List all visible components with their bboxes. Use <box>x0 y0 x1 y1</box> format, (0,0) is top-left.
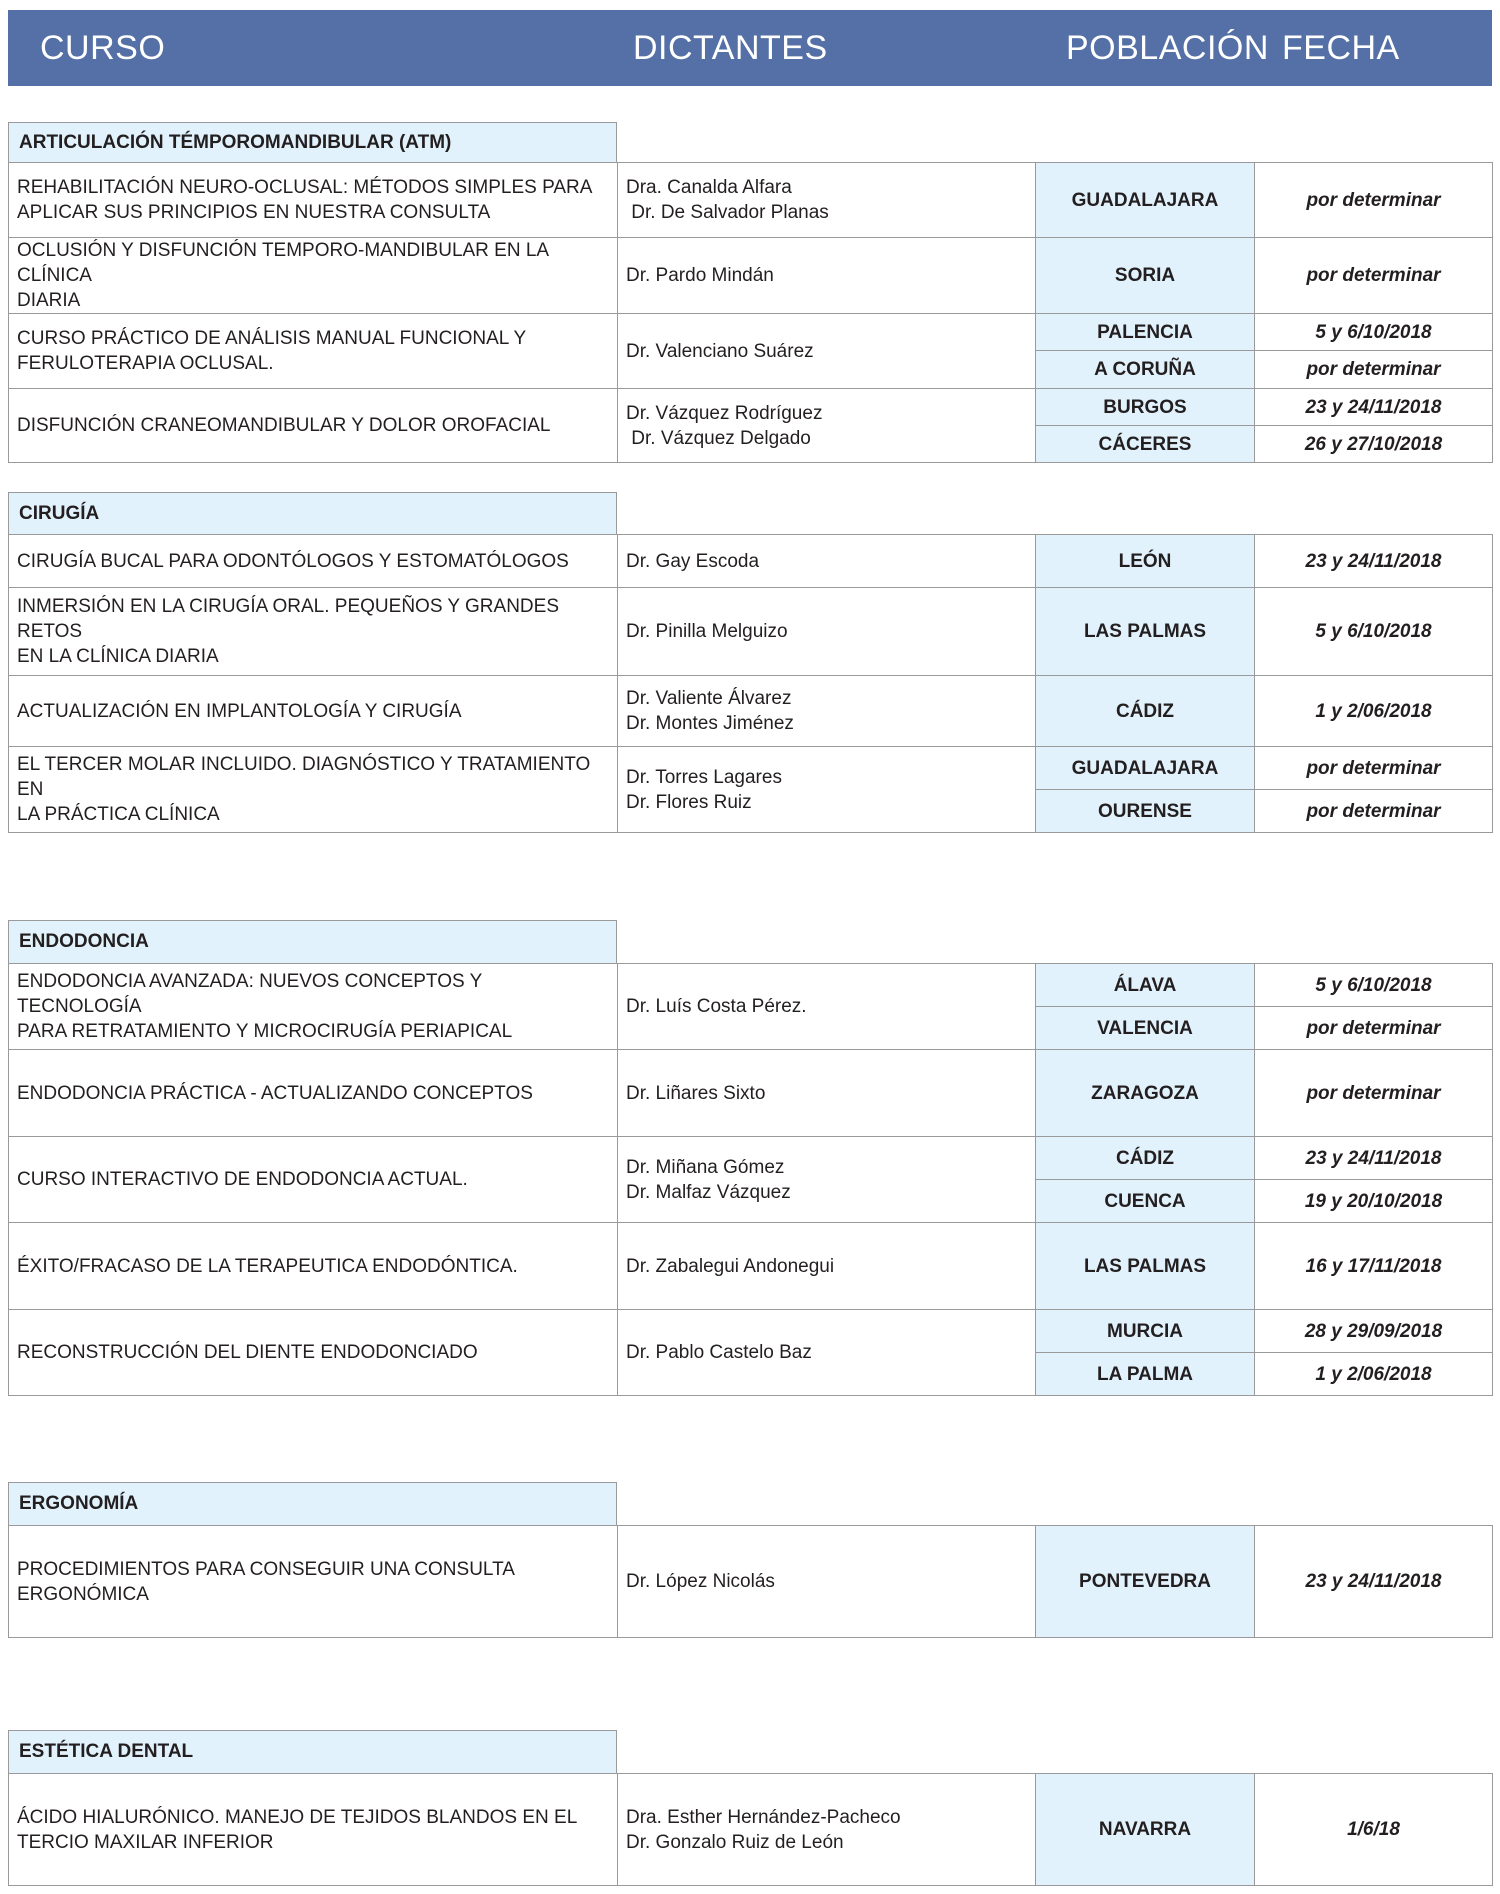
course-speakers <box>618 747 1036 833</box>
course-name <box>9 1310 618 1396</box>
course-name-line: ACTUALIZACIÓN EN IMPLANTOLOGÍA Y CIRUGÍA <box>17 700 462 722</box>
section-title: ERGONOMÍA <box>8 1482 617 1525</box>
course-date: 5 y 6/10/2018 <box>1255 314 1493 351</box>
speaker-name: Dr. Liñares Sixto <box>626 1082 766 1104</box>
course-speakers <box>618 314 1036 389</box>
course-location: VALENCIA <box>1036 1007 1255 1050</box>
course-date: 23 y 24/11/2018 <box>1255 535 1493 588</box>
table-row <box>9 588 1493 676</box>
speaker-name: Dr. Pinilla Melguizo <box>626 621 788 642</box>
table-row <box>9 676 1493 747</box>
course-name-line: REHABILITACIÓN NEURO-OCLUSAL: MÉTODOS SIMPLES PARA <box>17 177 593 198</box>
course-name-line: INMERSIÓN EN LA CIRUGÍA ORAL. PEQUEÑOS Y GRANDES RETOS <box>17 596 559 642</box>
course-date: 1/6/18 <box>1255 1774 1493 1886</box>
course-speakers <box>618 1526 1036 1638</box>
course-name <box>9 1526 618 1638</box>
course-location: SORIA <box>1036 238 1255 314</box>
course-date: 23 y 24/11/2018 <box>1255 1526 1493 1638</box>
course-name-line: DIARIA <box>17 290 81 311</box>
course-speakers <box>618 588 1036 676</box>
course-name-line: CURSO INTERACTIVO DE ENDODONCIA ACTUAL. <box>17 1169 468 1190</box>
course-speakers <box>618 1310 1036 1396</box>
course-name <box>9 1223 618 1310</box>
course-date: 5 y 6/10/2018 <box>1255 588 1493 676</box>
course-location: LEÓN <box>1036 535 1255 588</box>
speaker-name: Dr. Vázquez Rodríguez <box>626 402 823 424</box>
course-name <box>9 1774 618 1886</box>
section-title: ARTICULACIÓN TÉMPOROMANDIBULAR (ATM) <box>8 122 617 162</box>
course-location: GUADALAJARA <box>1036 163 1255 238</box>
header-fecha: FECHA <box>1282 29 1400 67</box>
course-location: CÁCERES <box>1036 426 1255 463</box>
course-date: 28 y 29/09/2018 <box>1255 1310 1493 1353</box>
course-name-line: ÁCIDO HIALURÓNICO. MANEJO DE TEJIDOS BLANDOS EN EL <box>17 1806 578 1828</box>
course-table <box>8 1525 1493 1638</box>
course-date: por determinar <box>1255 747 1493 790</box>
course-name <box>9 535 618 588</box>
course-name <box>9 964 618 1050</box>
course-location: PALENCIA <box>1036 314 1255 351</box>
course-date: 1 y 2/06/2018 <box>1255 1353 1493 1396</box>
course-location: ÁLAVA <box>1036 964 1255 1007</box>
course-name-line: ENDODONCIA AVANZADA: NUEVOS CONCEPTOS Y TECNOLOGÍA <box>17 971 482 1017</box>
course-date: por determinar <box>1255 351 1493 389</box>
course-location: CÁDIZ <box>1036 676 1255 747</box>
section-title: ESTÉTICA DENTAL <box>8 1730 617 1773</box>
speaker-name: Dr. Valiente Álvarez <box>626 688 792 709</box>
course-speakers <box>618 676 1036 747</box>
course-location: LAS PALMAS <box>1036 588 1255 676</box>
course-speakers <box>618 1223 1036 1310</box>
course-location: CUENCA <box>1036 1180 1255 1223</box>
speaker-name: Dr. Zabalegui Andonegui <box>626 1255 835 1277</box>
course-name <box>9 747 618 833</box>
header-curso: CURSO <box>40 29 166 67</box>
course-name-line: FERULOTERAPIA OCLUSAL. <box>17 353 274 374</box>
course-name-line: PARA RETRATAMIENTO Y MICROCIRUGÍA PERIAPICAL <box>17 1021 513 1042</box>
speaker-name: Dr. Miñana Gómez <box>626 1156 785 1178</box>
speaker-name: Dra. Canalda Alfara <box>626 177 792 198</box>
course-table <box>8 963 1493 1396</box>
course-name <box>9 676 618 747</box>
course-location: MURCIA <box>1036 1310 1255 1353</box>
section-title: CIRUGÍA <box>8 492 617 534</box>
course-location: PONTEVEDRA <box>1036 1526 1255 1638</box>
course-name-line: CIRUGÍA BUCAL PARA ODONTÓLOGOS Y ESTOMATÓLOGOS <box>17 550 569 572</box>
speaker-name: Dra. Esther Hernández-Pacheco <box>626 1806 901 1828</box>
course-speakers <box>618 163 1036 238</box>
course-date: por determinar <box>1255 238 1493 314</box>
course-name-line: OCLUSIÓN Y DISFUNCIÓN TEMPORO-MANDIBULAR EN LA CLÍNICA <box>17 240 549 286</box>
speaker-name: Dr. Pablo Castelo Baz <box>626 1342 812 1363</box>
table-row <box>9 389 1493 426</box>
course-location: OURENSE <box>1036 790 1255 833</box>
course-location: GUADALAJARA <box>1036 747 1255 790</box>
course-date: 16 y 17/11/2018 <box>1255 1223 1493 1310</box>
course-table <box>8 534 1493 833</box>
course-name <box>9 163 618 238</box>
course-location: CÁDIZ <box>1036 1137 1255 1180</box>
section-title: ENDODONCIA <box>8 920 617 963</box>
speaker-name: Dr. Torres Lagares <box>626 766 782 788</box>
course-speakers <box>618 1050 1036 1137</box>
header-dictantes: DICTANTES <box>633 29 828 67</box>
course-date: por determinar <box>1255 1050 1493 1137</box>
table-row <box>9 964 1493 1007</box>
course-date: por determinar <box>1255 163 1493 238</box>
course-location: NAVARRA <box>1036 1774 1255 1886</box>
course-table <box>8 162 1493 463</box>
course-name-line: EL TERCER MOLAR INCLUIDO. DIAGNÓSTICO Y TRATAMIENTO EN <box>17 754 591 800</box>
speaker-name: Dr. Malfaz Vázquez <box>626 1181 791 1203</box>
course-table <box>8 1773 1493 1886</box>
course-name <box>9 1137 618 1223</box>
speaker-name: Dr. Montes Jiménez <box>626 713 794 734</box>
course-name-line: DISFUNCIÓN CRANEOMANDIBULAR Y DOLOR OROFACIAL <box>17 415 551 436</box>
course-speakers <box>618 1137 1036 1223</box>
course-name-line: TERCIO MAXILAR INFERIOR <box>17 1831 274 1853</box>
course-name-line: ÉXITO/FRACASO DE LA TERAPEUTICA ENDODÓNTICA. <box>17 1255 518 1277</box>
course-speakers <box>618 389 1036 463</box>
course-name-line: ENDODONCIA PRÁCTICA - ACTUALIZANDO CONCEPTOS <box>17 1082 533 1104</box>
course-speakers <box>618 1774 1036 1886</box>
table-header <box>8 10 1492 86</box>
course-location: LAS PALMAS <box>1036 1223 1255 1310</box>
course-name-line: EN LA CLÍNICA DIARIA <box>17 646 219 667</box>
course-speakers <box>618 238 1036 314</box>
course-name <box>9 389 618 463</box>
course-name <box>9 238 618 314</box>
course-date: por determinar <box>1255 790 1493 833</box>
course-name <box>9 314 618 389</box>
speaker-name: Dr. Gonzalo Ruiz de León <box>626 1831 844 1853</box>
header-poblacion: POBLACIÓN <box>1066 29 1269 67</box>
course-date: 19 y 20/10/2018 <box>1255 1180 1493 1223</box>
course-speakers <box>618 535 1036 588</box>
course-date: 5 y 6/10/2018 <box>1255 964 1493 1007</box>
course-name <box>9 1050 618 1137</box>
table-row <box>9 238 1493 314</box>
table-row <box>9 1050 1493 1137</box>
table-row <box>9 314 1493 351</box>
course-name-line: APLICAR SUS PRINCIPIOS EN NUESTRA CONSULTA <box>17 202 491 223</box>
course-name-line: ERGONÓMICA <box>17 1583 149 1605</box>
course-location: BURGOS <box>1036 389 1255 426</box>
speaker-name: Dr. Valenciano Suárez <box>626 340 814 362</box>
course-date: 26 y 27/10/2018 <box>1255 426 1493 463</box>
course-date: 1 y 2/06/2018 <box>1255 676 1493 747</box>
speaker-name: Dr. Flores Ruiz <box>626 791 752 813</box>
speaker-name: Dr. De Salvador Planas <box>626 202 829 223</box>
table-row <box>9 1310 1493 1353</box>
course-name-line: CURSO PRÁCTICO DE ANÁLISIS MANUAL FUNCIONAL Y <box>17 328 527 349</box>
speaker-name: Dr. López Nicolás <box>626 1571 775 1592</box>
course-date: 23 y 24/11/2018 <box>1255 1137 1493 1180</box>
course-date: 23 y 24/11/2018 <box>1255 389 1493 426</box>
table-row <box>9 1526 1493 1638</box>
course-name-line: LA PRÁCTICA CLÍNICA <box>17 804 220 825</box>
course-name-line: PROCEDIMIENTOS PARA CONSEGUIR UNA CONSULTA <box>17 1558 515 1580</box>
table-row <box>9 535 1493 588</box>
table-row <box>9 747 1493 790</box>
table-row <box>9 163 1493 238</box>
course-location: LA PALMA <box>1036 1353 1255 1396</box>
speaker-name: Dr. Gay Escoda <box>626 550 760 572</box>
table-row <box>9 1223 1493 1310</box>
course-location: ZARAGOZA <box>1036 1050 1255 1137</box>
speaker-name: Dr. Luís Costa Pérez. <box>626 996 807 1017</box>
table-row <box>9 1137 1493 1180</box>
course-date: por determinar <box>1255 1007 1493 1050</box>
table-row <box>9 1774 1493 1886</box>
course-speakers <box>618 964 1036 1050</box>
course-name <box>9 588 618 676</box>
speaker-name: Dr. Pardo Mindán <box>626 265 774 286</box>
course-name-line: RECONSTRUCCIÓN DEL DIENTE ENDODONCIADO <box>17 1342 478 1363</box>
course-location: A CORUÑA <box>1036 351 1255 389</box>
speaker-name: Dr. Vázquez Delgado <box>626 427 811 449</box>
